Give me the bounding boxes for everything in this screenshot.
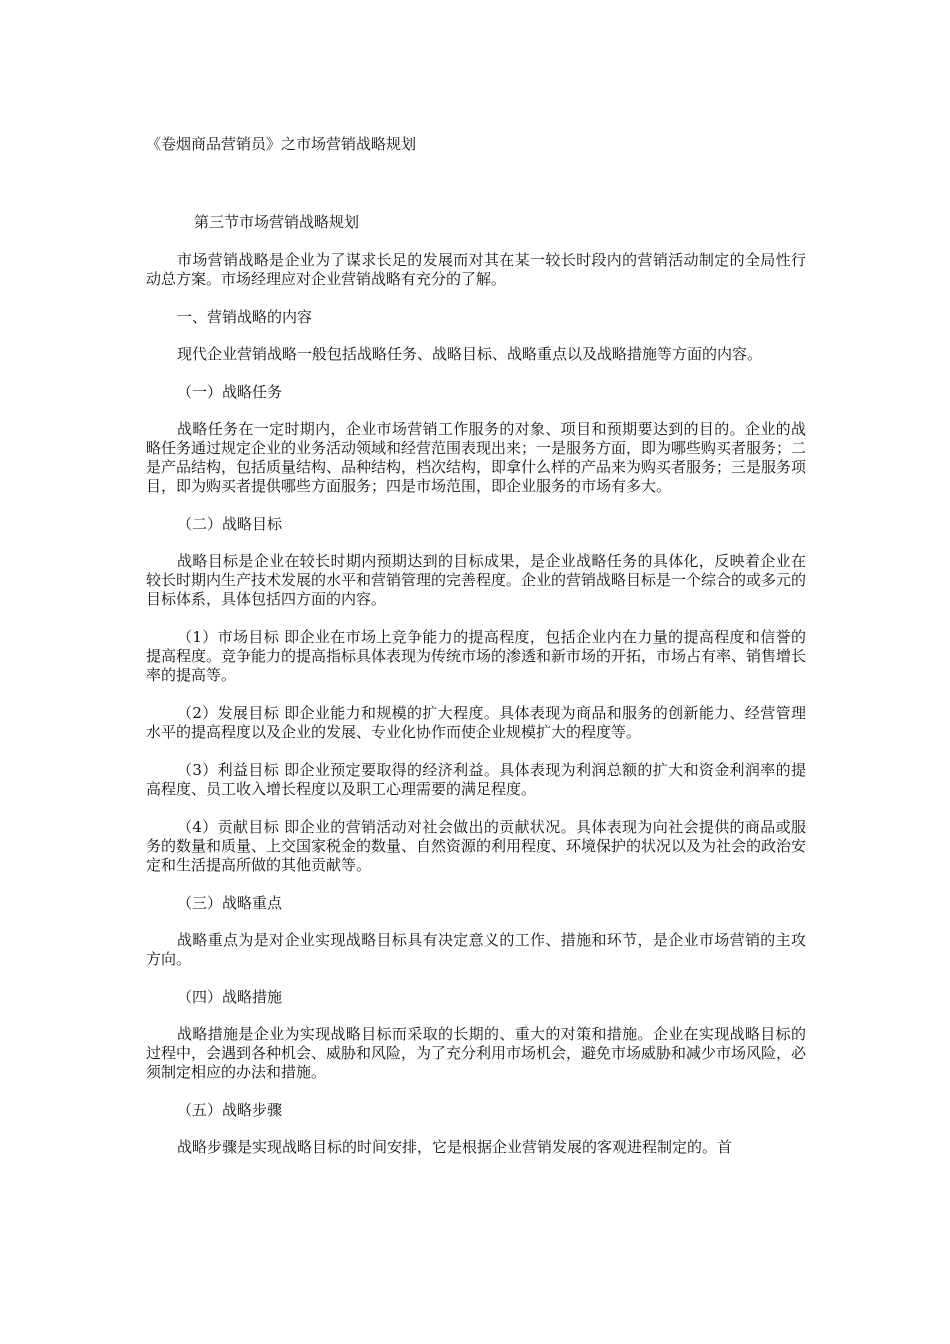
paragraph-strategy-goal: 战略目标是企业在较长时期内预期达到的目标成果，是企业战略任务的具体化，反映着企业在较长时期内生产技术发展的水平和营销管理的完善程度。企业的营销战略目标是一个综合的或多元的目标体系，具体包括四方面的内容。 — [146, 552, 807, 608]
paragraph-contribution-goal: （4）贡献目标 即企业的营销活动对社会做出的贡献状况。具体表现为向社会提供的商品或服务的数量和质量、上交国家税金的数量、自然资源的利用程度、环境保护的状况以及为社会的政治安定和生活提高所做的其他贡献等。 — [146, 818, 807, 874]
document-body — [146, 251, 806, 1176]
heading-strategy-focus: （三）战略重点 — [177, 894, 283, 912]
paragraph-strategy-measures: 战略措施是企业为实现战略目标而采取的长期的、重大的对策和措施。企业在实现战略目标的过程中，会遇到各种机会、威胁和风险，为了充分利用市场机会，避免市场威胁和减少市场风险，必须制定相应的办法和措施。 — [146, 1025, 807, 1081]
paragraph-development-goal: （2）发展目标 即企业能力和规模的扩大程度。具体表现为商品和服务的创新能力、经营管理水平的提高程度以及企业的发展、专业化协作而使企业规模扩大的程度等。 — [146, 704, 806, 741]
heading-strategy-steps: （五）战略步骤 — [177, 1101, 283, 1119]
heading-strategy-measures: （四）战略措施 — [177, 988, 283, 1006]
paragraph-strategy-task: 战略任务在一定时期内，企业市场营销工作服务的对象、项目和预期要达到的目的。企业的战略任务通过规定企业的业务活动领域和经营范围表现出来；一是服务方面，即为哪些购买者服务；二是产品结构，包括质量结构、品种结构，档次结构，即拿什么样的产品来为购买者服务；三是服务项目，即为购买者提供哪些方面服务；四是市场范围，即企业服务的市场有多大。 — [146, 420, 807, 495]
paragraph-strategy-focus: 战略重点为是对企业实现战略目标具有决定意义的工作、措施和环节，是企业市场营销的主攻方向。 — [146, 931, 806, 968]
paragraph-strategy-overview: 现代企业营销战略一般包括战略任务、战略目标、战略重点以及战略措施等方面的内容。 — [177, 345, 763, 363]
paragraph-strategy-steps: 战略步骤是实现战略目标的时间安排，它是根据企业营销发展的客观进程制定的。首 — [177, 1138, 733, 1156]
heading-strategy-content: 一、营销战略的内容 — [177, 308, 313, 326]
document-title: 《卷烟商品营销员》之市场营销战略规划 — [146, 135, 417, 153]
paragraph-intro: 市场营销战略是企业为了谋求长足的发展而对其在某一较长时段内的营销活动制定的全局性行动总方案。市场经理应对企业营销战略有充分的了解。 — [146, 251, 806, 288]
paragraph-market-goal: （1）市场目标 即企业在市场上竞争能力的提高程度，包括企业内在力量的提高程度和信誉的提高程度。竞争能力的提高指标具体表现为传统市场的渗透和新市场的开拓，市场占有率、销售增长率的提高等。 — [146, 628, 807, 684]
paragraph-profit-goal: （3）利益目标 即企业预定要取得的经济利益。具体表现为利润总额的扩大和资金利润率的提高程度、员工收入增长程度以及职工心理需要的满足程度。 — [146, 761, 806, 798]
heading-strategy-task: （一）战略任务 — [177, 383, 283, 401]
section-heading: 第三节市场营销战略规划 — [194, 213, 360, 231]
heading-strategy-goal: （二）战略目标 — [177, 515, 283, 533]
